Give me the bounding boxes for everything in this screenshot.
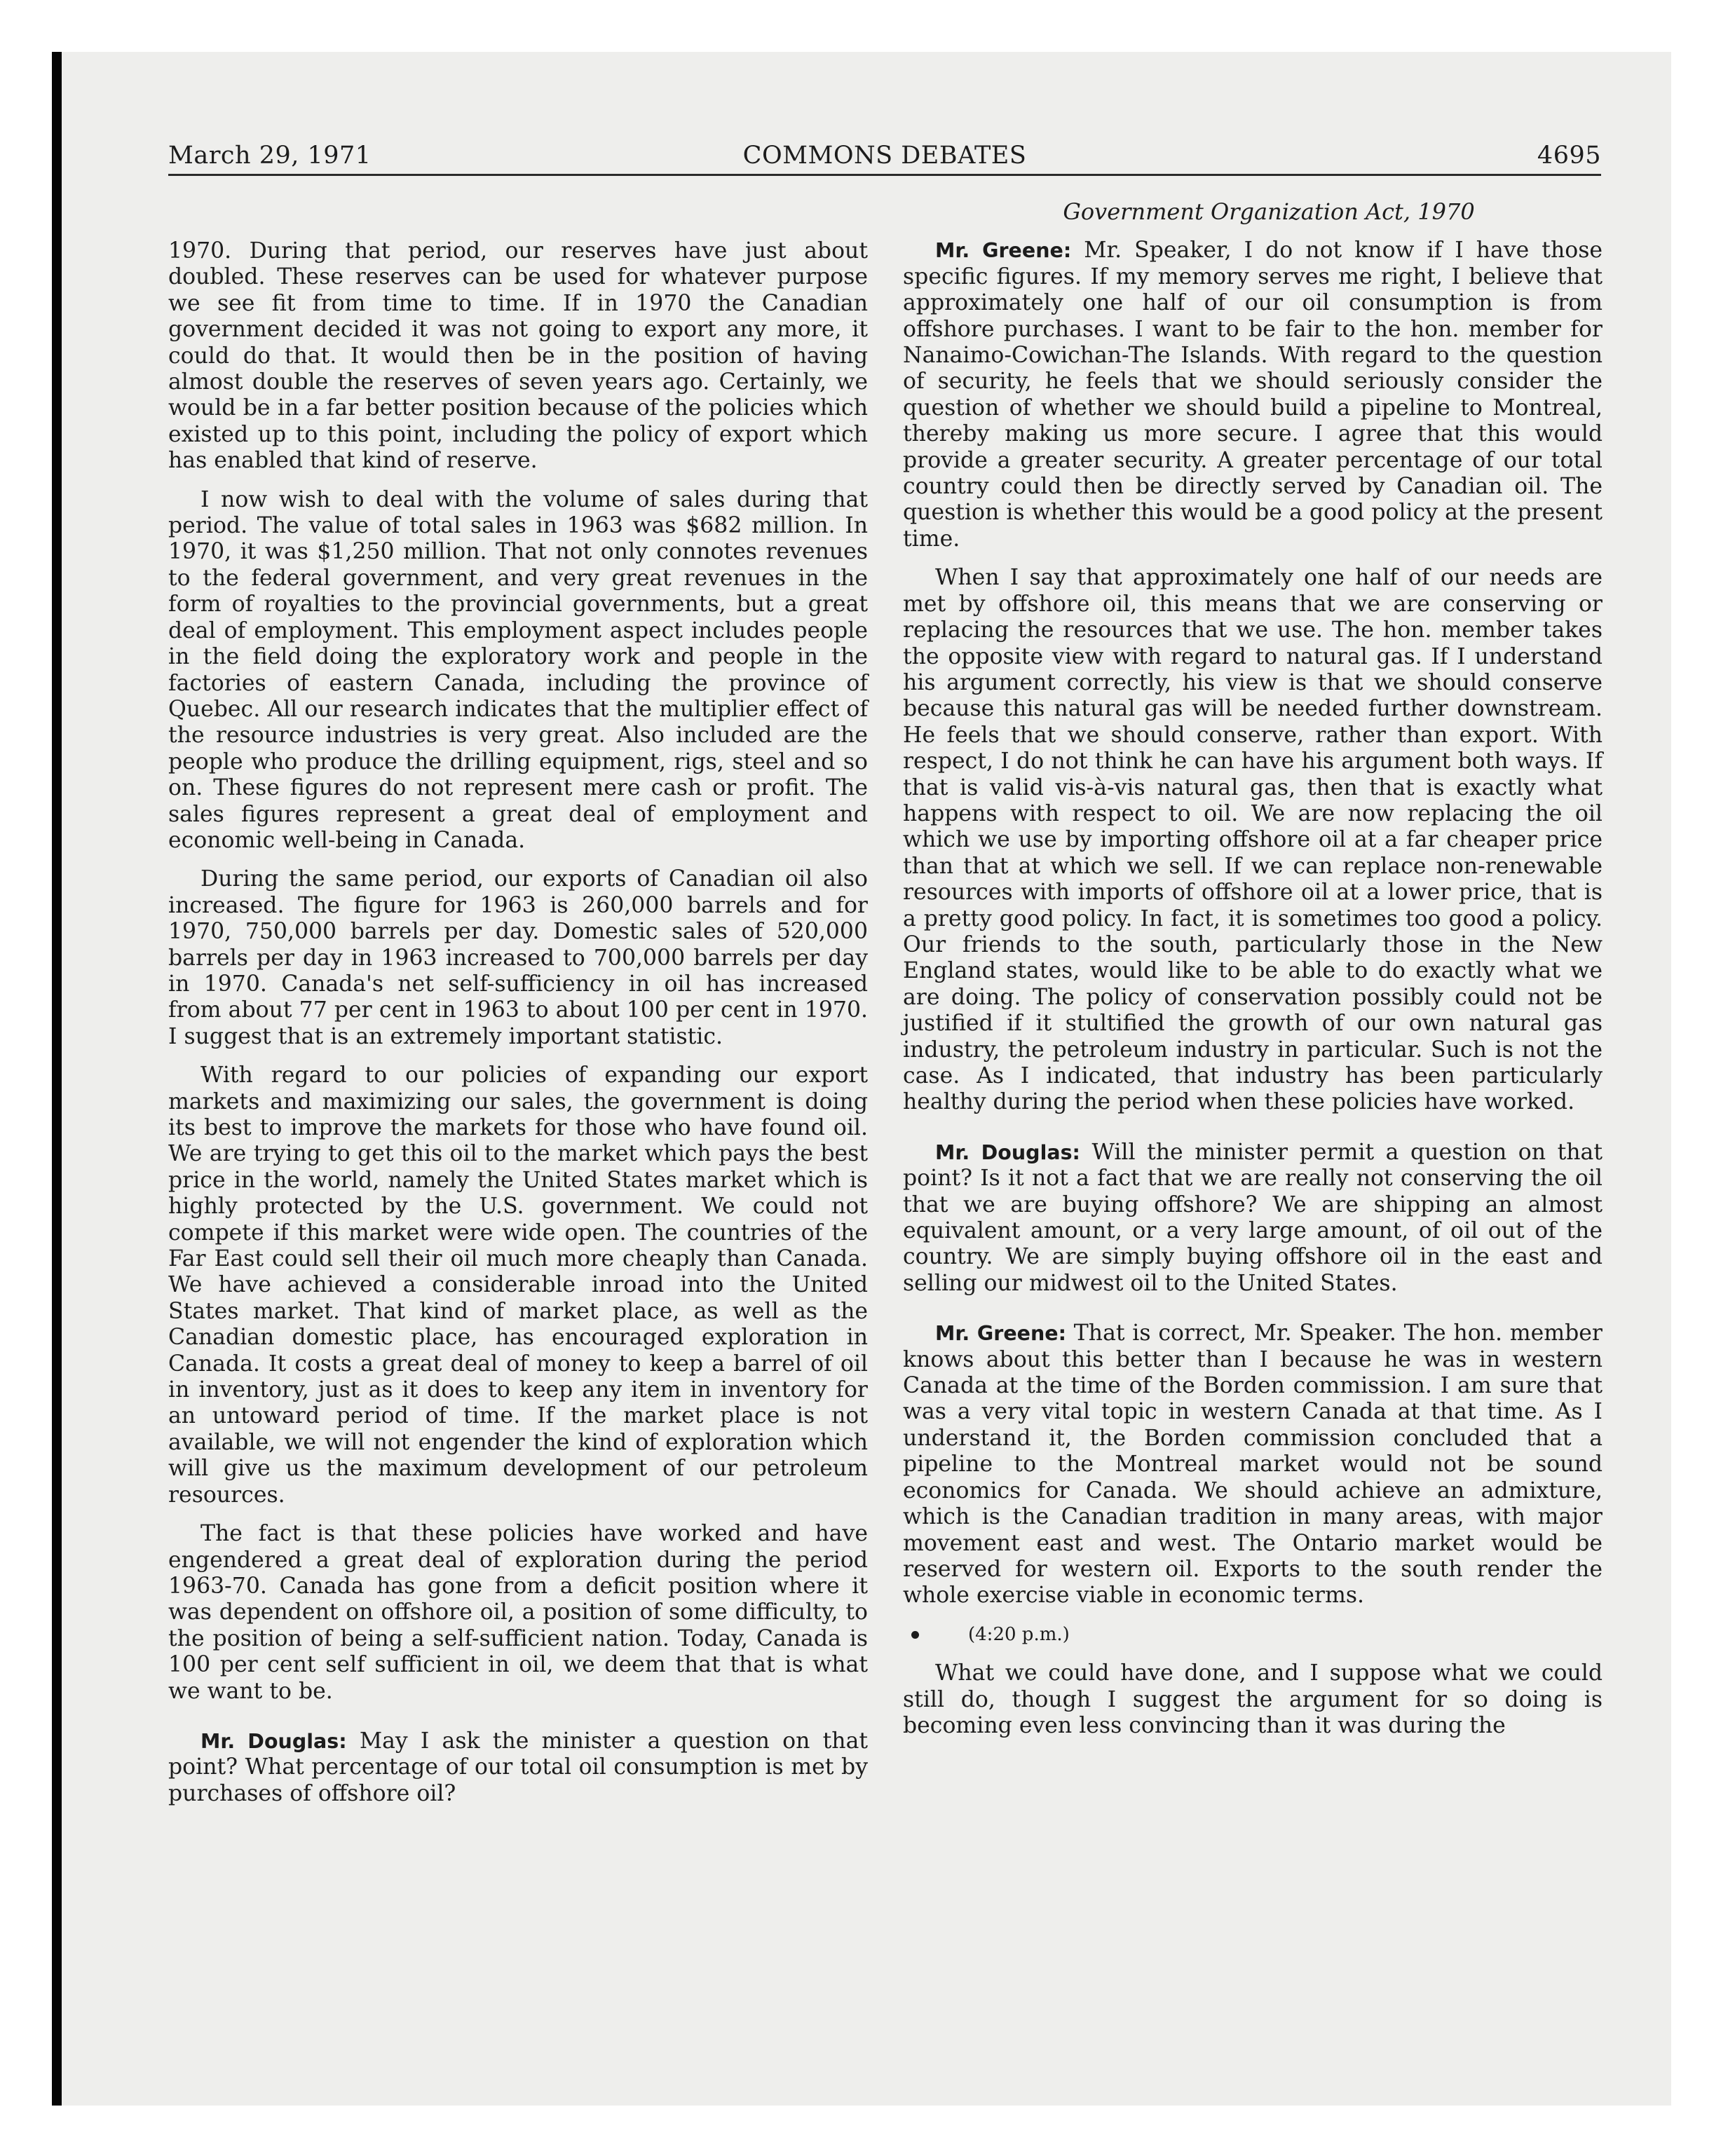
header-page-number: 4695	[1537, 142, 1601, 170]
speaker-name: Mr. Greene:	[935, 1322, 1066, 1346]
paragraph: When I say that approximately one half of our needs are met by offshore oil, this means that we are conserving or replacing the resources that we use. The hon. member takes the opposite view with regard to natural gas. If I understand his argument correctly, his view is that we should conserve because this natural gas will be needed further downstream. He feels that we should conserve, rather than export. With respect, I do not think he can have his argument both ways. If that is valid vis-à-vis natural gas, then that is exactly what happens with respect to oil. We are now replacing the oil which we use by importing offshore oil at a far cheaper price than that at which we sell. If we can replace non-renewable resources with imports of offshore oil at a lower price, that is a pretty good policy. In fact, it is sometimes too good a policy. Our friends to the south, particularly those in the New England states, would like to be able to do exactly what we are doing. The policy of conservation possibly could not be justified if it stultified the growth of our own natural gas industry, the petroleum industry in particular. Such is not the case. As I indicated, that industry has been particularly healthy during the period when these policies have worked.	[903, 565, 1603, 1115]
speech-paragraph	[168, 1728, 868, 1807]
speech-paragraph	[903, 1140, 1603, 1297]
section-heading: Government Organization Act, 1970	[1063, 198, 1475, 225]
paragraph: What we could have done, and I suppose what we could still do, though I suggest the argument for so doing is becoming even less convincing than it was during the	[903, 1660, 1603, 1738]
page-header	[168, 140, 1601, 176]
bullet-icon	[911, 1631, 919, 1639]
right-column	[903, 199, 1603, 1752]
speech-text: Will the minister permit a question on that point? Is it not a fact that we are really not conserving the oil that we are buying offshore? We are shipping an almost equivalent amount, or a very large amount, of oil out of the country. We are simply buying offshore oil in the east and selling our midwest oil to the United States.	[903, 1139, 1603, 1296]
paragraph: 1970. During that period, our reserves have just about doubled. These reserves can be used for whatever purpose we see fit from time to time. If in 1970 the Canadian government decided it was not going to export any more, it could do that. It would then be in the position of having almost double the reserves of seven years ago. Certainly, we would be in a far better position because of the policies which existed up to this point, including the policy of export which has enabled that kind of reserve.	[168, 238, 868, 474]
timestamp	[903, 1622, 1603, 1648]
speech-paragraph	[903, 1321, 1603, 1609]
paragraph: With regard to our policies of expanding our export markets and maximizing our sales, the government is doing its best to improve the markets for those who have found oil. We are trying to get this oil to the market which pays the best price in the world, namely the United States market which is highly protected by the U.S. government. We could not compete if this market were wide open. The countries of the Far East could sell their oil much more cheaply than Canada. We have achieved a considerable inroad into the United States market. That kind of market place, as well as the Canadian domestic place, has encouraged exploration in Canada. It costs a great deal of money to keep a barrel of oil in inventory, just as it does to keep any item in inventory for an untoward period of time. If the market place is not available, we will not engender the kind of exploration which will give us the maximum development of our petroleum resources.	[168, 1063, 868, 1508]
timestamp-text: (4:20 p.m.)	[968, 1623, 1070, 1645]
header-publication-title: COMMONS DEBATES	[742, 142, 1027, 170]
paragraph: The fact is that these policies have worked and have engendered a great deal of exploration during the period 1963-70. Canada has gone from a deficit position where it was dependent on offshore oil, a position of some difficulty, to the position of being a self-sufficient nation. Today, Canada is 100 per cent self sufficient in oil, we deem that that is what we want to be.	[168, 1521, 868, 1704]
paragraph: During the same period, our exports of Canadian oil also increased. The figure for 1963 is 260,000 barrels and for 1970, 750,000 barrels per day. Domestic sales of 520,000 barrels per day in 1963 increased to 700,000 barrels per day in 1970. Canada's net self-sufficiency in oil has increased from about 77 per cent in 1963 to about 100 per cent in 1970. I suggest that is an extremely important statistic.	[168, 866, 868, 1049]
speaker-name: Mr. Douglas:	[935, 1140, 1080, 1164]
speaker-name: Mr. Greene:	[935, 239, 1072, 263]
speaker-name: Mr. Douglas:	[200, 1729, 347, 1753]
speech-paragraph	[903, 238, 1603, 552]
speech-text: Mr. Speaker, I do not know if I have those specific figures. If my memory serves me right, I believe that approximately one half of our oil consumption is from offshore purchases. I want to be fair to the hon. member for Nanaimo-Cowichan-The Islands. With regard to the question of security, he feels that we should seriously consider the question of whether we should build a pipeline to Montreal, thereby making us more secure. I agree that this would provide a greater security. A greater percentage of our total country could then be directly served by Canadian oil. The question is whether this would be a good policy at the present time.	[903, 238, 1603, 552]
binding-edge	[52, 52, 62, 2106]
speech-text: That is correct, Mr. Speaker. The hon. member knows about this better than I because he was in western Canada at the time of the Borden commission. I am sure that was a very vital topic in western Canada at that time. As I understand it, the Borden commission concluded that a pipeline to the Montreal market would not be sound economics for Canada. We should achieve an admixture, which is the Canadian tradition in many areas, with major movement east and west. The Ontario market would be reserved for western oil. Exports to the south render the whole exercise viable in economic terms.	[903, 1321, 1603, 1609]
header-date: March 29, 1971	[168, 142, 372, 170]
left-column	[168, 238, 868, 1820]
paragraph: I now wish to deal with the volume of sales during that period. The value of total sales in 1963 was $682 million. In 1970, it was $1,250 million. That not only connotes revenues to the federal government, and very great revenues in the form of royalties to the provincial governments, but a great deal of employment. This employment aspect includes people in the field doing the exploratory work and people in the factories of eastern Canada, including the province of Quebec. All our research indicates that the multiplier effect of the resource industries is very great. Also included are the people who produce the drilling equipment, rigs, steel and so on. These figures do not represent mere cash or profit. The sales figures represent a great deal of employment and economic well-being in Canada.	[168, 486, 868, 853]
speech-text: May I ask the minister a question on that point? What percentage of our total oil consumption is met by purchases of offshore oil?	[168, 1728, 869, 1806]
